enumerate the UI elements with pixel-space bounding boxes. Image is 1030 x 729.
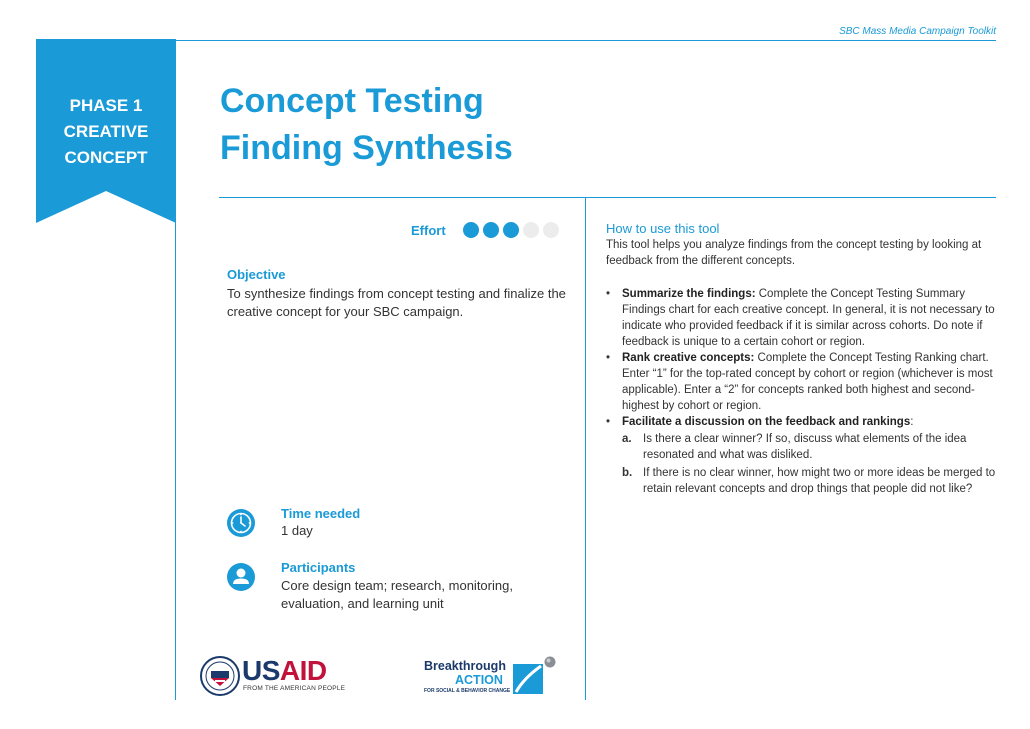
- objective-text: To synthesize findings from concept testing and finalize the creative concept for your SBC campaign.: [227, 286, 566, 319]
- usaid-wordmark-aid: AID: [279, 655, 327, 686]
- usaid-tagline: FROM THE AMERICAN PEOPLE: [243, 685, 346, 692]
- top-divider: [176, 40, 996, 41]
- phase-label: [36, 93, 176, 171]
- how-to-intro: This tool helps you analyze findings from the concept testing by looking at feedback from the different concepts.: [606, 239, 982, 267]
- time-needed-value: 1 day: [281, 523, 313, 538]
- effort-dot: [523, 222, 539, 238]
- phase-name-line1: CREATIVE: [63, 122, 149, 141]
- person-icon: [226, 562, 256, 592]
- sub-item-text: If there is no clear winner, how might two or more ideas be merged to retain relevant concepts and drop things that people did not like?: [643, 467, 996, 495]
- breakthrough-action-logo-icon: [510, 656, 558, 694]
- effort-dot: [543, 222, 559, 238]
- list-item: [606, 350, 998, 414]
- effort-dot: [463, 222, 479, 238]
- usaid-wordmark: [242, 655, 327, 687]
- effort-meter: [463, 222, 559, 238]
- page-title-line1: Concept Testing: [220, 82, 484, 120]
- objective-heading: Objective: [227, 267, 286, 282]
- time-needed-heading: Time needed: [281, 506, 361, 521]
- participants-value: Core design team; research, monitoring, evaluation, and learning unit: [281, 578, 513, 611]
- bullet-lead: Rank creative concepts:: [622, 352, 755, 364]
- sub-item-mark: a.: [622, 433, 632, 445]
- bullet-text: :: [910, 416, 914, 428]
- list-item: [606, 414, 998, 430]
- usaid-wordmark-us: US: [242, 655, 280, 686]
- effort-label: Effort: [411, 223, 446, 238]
- left-divider: [175, 222, 176, 700]
- bullet-lead: Summarize the findings:: [622, 288, 756, 300]
- effort-dot: [503, 222, 519, 238]
- phase-number: PHASE 1: [69, 96, 143, 115]
- sub-list-item: [622, 465, 998, 497]
- how-to-heading: How to use this tool: [606, 221, 720, 236]
- usaid-seal-icon: [200, 656, 240, 696]
- bullet-mark: •: [606, 416, 611, 428]
- breakthrough-tagline: FOR SOCIAL & BEHAVIOR CHANGE: [424, 688, 511, 694]
- bullet-mark: •: [606, 352, 611, 364]
- toolkit-title: SBC Mass Media Campaign Toolkit: [839, 26, 996, 37]
- bullet-lead: Facilitate a discussion on the feedback and rankings: [622, 416, 911, 428]
- effort-dot: [483, 222, 499, 238]
- title-divider: [219, 197, 996, 198]
- bullet-text: Complete the Concept Testing Ranking chart. Enter “1” for the top-rated concept by cohort or region (whichever is most applicable). Enter a “2” for concepts ranked both highest and second-highest by cohort or region.: [622, 352, 993, 412]
- page-title: [220, 78, 513, 172]
- sub-list-item: [622, 431, 998, 463]
- participants-heading: Participants: [281, 560, 356, 575]
- list-item: [606, 286, 998, 350]
- bullet-mark: •: [606, 288, 611, 300]
- how-to-list: [606, 286, 998, 499]
- column-divider: [585, 198, 586, 700]
- phase-name-line2: CONCEPT: [64, 148, 148, 167]
- bullet-text: Complete the Concept Testing Summary Findings chart for each creative concept. In general, it is not necessary to indicate who provided feedback if it is similar across cohorts. Do note if feedback is unique to a certain cohort or region.: [622, 288, 995, 348]
- sub-item-mark: b.: [622, 467, 633, 479]
- clock-icon: [226, 508, 256, 538]
- sub-item-text: Is there a clear winner? If so, discuss what elements of the idea resonated and what was disliked.: [643, 433, 967, 461]
- action-wordmark: ACTION: [455, 673, 503, 687]
- breakthrough-wordmark: Breakthrough: [424, 659, 506, 673]
- page-title-line2: Finding Synthesis: [220, 129, 513, 167]
